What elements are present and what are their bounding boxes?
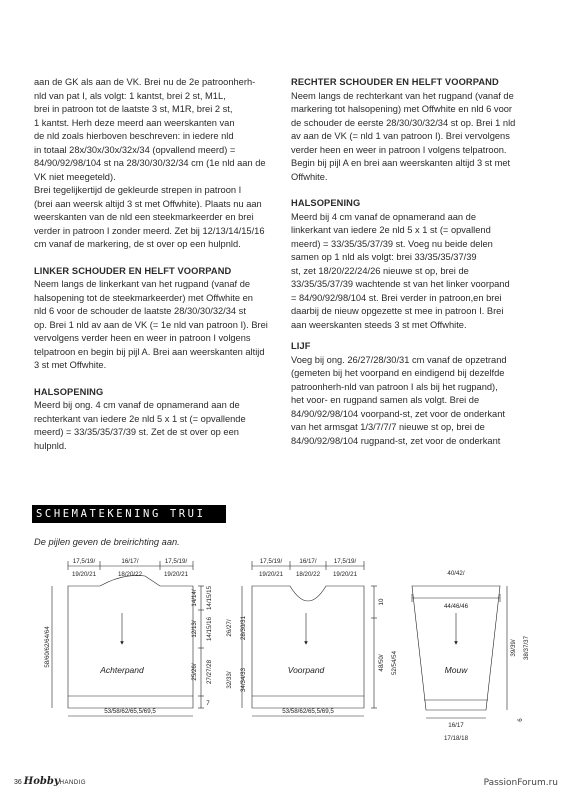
body-paragraph: Voeg bij ong. 26/27/28/30/31 cm vanaf de opzetrand (gemeten bij het voorpand en eindigend bij dezelfde patroonherh-nld van patroon I als bij het rugpand), het voor- en rugpand samen als volgt. Brei de 84/90/92/98/104 voorpand-st, zet voor de onderkant van het armsgat 1/3/7/7/7 nieuwe st op, brei de 84/90/92/98/104 rugpand-st, zet voor de onderkant	[291, 354, 507, 446]
svg-text:16/17: 16/17	[448, 722, 464, 729]
svg-text:12/13/: 12/13/	[191, 620, 198, 638]
achterpand-bottom-label: 53/58/62/65,5/69,5	[104, 708, 156, 715]
svg-text:19/20/21: 19/20/21	[258, 571, 284, 578]
section-heading-neck-right: HALSOPENING	[291, 198, 361, 208]
svg-text:27/27/28: 27/27/28	[206, 659, 213, 685]
intro-paragraph: aan de GK als aan de VK. Brei nu de 2e patroonherh- nld van pat I, als volgt: 1 kantst, brei 2 st, M1L, brei in patroon tot de laatste 3 st, M1R, brei 2 st, 1 kantst. Herh deze meerd aan weerskanten van de nld zoals hierboven beschreven: in iedere nld in totaal 28x/30x/30x/32x/34 (opvallend meerd) = 84/90/92/98/104 st na 28/30/30/32/34 cm (1e nld aan de VK niet meegeteld). Brei tegelijkertijd de gekleurde strepen in patroon I (brei aan weersk altijd 3 st met Offwhite). Plaats nu aan weerskanten van de nld een steekmarkeerder en brei verder in patroon I zonder meerd. Zet bij 12/13/14/15/16 cm vanaf de markering, de st over op een hulpnld.	[34, 77, 266, 249]
left-text-column	[34, 76, 277, 453]
svg-text:19/20/21: 19/20/21	[71, 571, 97, 578]
svg-text:18/20/22: 18/20/22	[117, 571, 143, 578]
right-text-column	[291, 76, 534, 448]
svg-text:52/54/54: 52/54/54	[391, 650, 398, 676]
svg-text:19/20/21: 19/20/21	[332, 571, 358, 578]
achterpand-piece	[52, 561, 204, 716]
schematic-banner: SCHEMATEKENING TRUI	[32, 505, 226, 523]
section-heading-left-shoulder: LINKER SCHOUDER EN HELFT VOORPAND	[34, 265, 232, 276]
schematic-drawing	[0, 548, 566, 773]
achterpand-top-left-label: 17,5/19/	[72, 558, 96, 565]
svg-text:53/58/62/65,5/69,5: 53/58/62/65,5/69,5	[282, 708, 334, 715]
right-shoulder-paragraph: Neem langs de rechterkant van het rugpand (vanaf de markering tot halsopening) met Offwhite en nld 6 voor de schouder de eerste 28/30/30/32/34 st op. Brei 1 nld av aan de VK (= nld 1 van patroon I). Brei vervolgens verder heen en weer in patroon I volgens telpatroon. Begin bij pijl A en brei aan weerskanten altijd 3 st met Offwhite.	[291, 90, 516, 182]
section-heading-neck-left: HALSOPENING	[34, 386, 104, 397]
svg-text:26/27/: 26/27/	[226, 619, 233, 637]
section-heading-body: LIJF	[291, 341, 311, 351]
svg-text:34/34/33: 34/34/33	[240, 667, 247, 693]
svg-text:10: 10	[378, 598, 385, 606]
brand-logo: Hobby	[23, 776, 60, 787]
section-heading-right-shoulder: RECHTER SCHOUDER EN HELFT VOORPAND	[291, 77, 499, 87]
svg-text:38/37/37: 38/37/37	[523, 635, 530, 661]
svg-text:14/15/16: 14/15/16	[206, 616, 213, 642]
svg-text:25/26/: 25/26/	[191, 663, 198, 681]
mouw-title: Mouw	[444, 665, 468, 675]
svg-text:7: 7	[206, 700, 210, 707]
svg-text:17/18/18: 17/18/18	[443, 735, 469, 742]
svg-text:14/14/: 14/14/	[191, 589, 198, 607]
left-shoulder-paragraph: Neem langs de linkerkant van het rugpand (vanaf de halsopening tot de steekmarkeerder) met Offwhite en nld 6 voor de schouder de laatste 28/30/30/32/34 st op. Brei 1 nld av aan de VK (= 1e nld van patroon I). Brei vervolgens verder heen en weer in patroon I volgens telpatroon en begin bij pijl A. Brei aan weerskanten altijd 3 st met Offwhite.	[34, 279, 268, 370]
voorpand-title: Voorpand	[287, 665, 325, 675]
achterpand-top-right-label: 17,5/19/	[164, 558, 188, 565]
svg-text:32/33/: 32/33/	[226, 671, 233, 689]
svg-text:14/15/15: 14/15/15	[206, 585, 213, 611]
achterpand-side-left-label: 58/60/62/64/64	[44, 626, 51, 668]
svg-text:19/20/21: 19/20/21	[163, 571, 189, 578]
svg-text:16/17/: 16/17/	[299, 558, 317, 565]
svg-text:28/30/31: 28/30/31	[240, 615, 247, 641]
page-number: 36	[14, 779, 22, 786]
svg-text:17,5/19/: 17,5/19/	[333, 558, 357, 565]
neck-right-paragraph: Meerd bij 4 cm vanaf de opnamerand aan de linkerkant van iedere 2e nld 5 x 1 st (= opvallend meerd) = 33/35/35/37/39 st. Voeg nu beide delen samen op 1 nld als volgt: brei 33/35/35/37/39 st, zet 18/20/22/24/26 nieuwe st op, brei de 33/35/35/37/39 wachtende st van het linker voorpand = 84/90/92/98/104 st. Brei verder in patroon,en brei daarbij de nieuw opgezette st mee in patroon I. Brei aan weerskanten steeds 3 st met Offwhite.	[291, 211, 510, 330]
neck-left-paragraph: Meerd bij ong. 4 cm vanaf de opnamerand aan de rechterkant van iedere 2e nld 5 x 1 st (= opvallende meerd) = 33/35/35/37/39 st. Zet de st over op een hulpnld.	[34, 400, 246, 451]
watermark: PassionForum.ru	[483, 778, 558, 788]
svg-text:40/42/: 40/42/	[447, 570, 465, 577]
svg-text:44/46/46: 44/46/46	[443, 603, 469, 610]
achterpand-top-mid-label: 16/17/	[121, 558, 139, 565]
voorpand-piece	[242, 561, 377, 716]
svg-text:18/20/22: 18/20/22	[295, 571, 321, 578]
achterpand-title: Achterpand	[100, 665, 144, 675]
footer-brand: 36 HobbyHANDIG	[14, 776, 87, 787]
svg-text:39/39/: 39/39/	[510, 639, 517, 657]
svg-text:6: 6	[517, 718, 524, 722]
schematic-caption: De pijlen geven de breirichting aan.	[34, 537, 180, 547]
svg-text:48/50/: 48/50/	[378, 654, 385, 672]
svg-text:17,5/19/: 17,5/19/	[259, 558, 283, 565]
